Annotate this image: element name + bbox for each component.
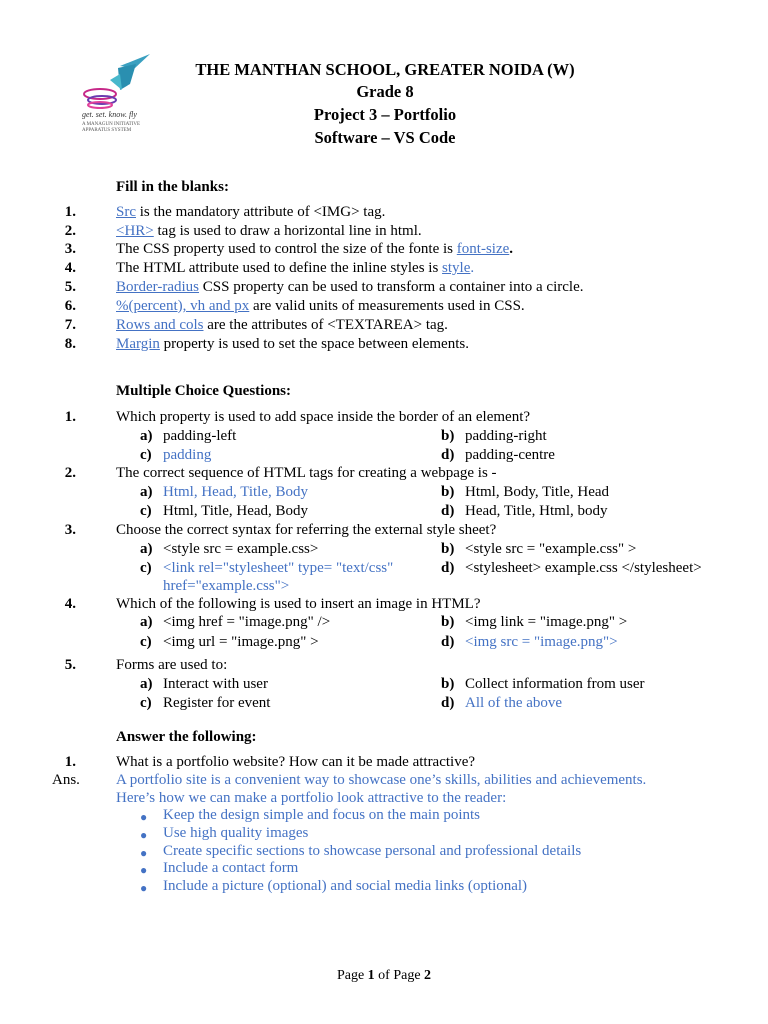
option-letter: b) — [441, 676, 455, 692]
option-letter: d) — [441, 447, 455, 463]
mcq1-option-b: padding-right — [465, 428, 547, 444]
option-letter: c) — [140, 634, 152, 650]
option-letter: c) — [140, 695, 152, 711]
mcq-title: Multiple Choice Questions: — [116, 383, 291, 399]
project-title: Project 3 – Portfolio — [313, 105, 457, 124]
fb-num-8: 8. — [64, 336, 76, 352]
mcq-question-2: The correct sequence of HTML tags for creating a webpage is - — [116, 465, 497, 481]
answer-bullet-1: Keep the design simple and focus on the main points — [163, 807, 481, 823]
mcq-num-1: 1. — [64, 409, 76, 425]
mcq5-option-d: All of the above — [465, 695, 563, 711]
option-letter: b) — [441, 484, 455, 500]
mcq-num-2: 2. — [64, 465, 76, 481]
fb-post-4: . — [470, 260, 475, 276]
mcq1-option-c: padding — [163, 447, 212, 463]
mcq4-option-a: <img href = "image.png" /> — [163, 614, 331, 630]
fb-answer-1: Src — [116, 204, 136, 220]
mcq1-option-d: padding-centre — [465, 447, 555, 463]
option-letter: d) — [441, 560, 455, 576]
footer-page-label: Page — [336, 968, 368, 983]
fb-item-6 — [116, 298, 525, 315]
mcq-num-5: 5. — [64, 657, 76, 673]
fb-num-5: 5. — [64, 279, 76, 295]
option-letter: c) — [140, 560, 152, 576]
mcq4-option-b: <img link = "image.png" > — [465, 614, 628, 630]
fb-item-5 — [116, 279, 583, 296]
option-letter: c) — [140, 503, 152, 519]
fb-item-1 — [116, 204, 385, 221]
fb-item-2 — [116, 223, 422, 240]
option-letter: a) — [140, 541, 153, 557]
mcq5-option-a: Interact with user — [163, 676, 268, 692]
mcq2-option-d: Head, Title, Html, body — [465, 503, 608, 519]
page-footer — [0, 968, 768, 984]
bullet-icon: ● — [140, 881, 148, 895]
answer-bullet-3: Create specific sections to showcase personal and professional details — [163, 843, 582, 859]
option-letter: c) — [140, 447, 152, 463]
fb-post-3: . — [509, 241, 514, 257]
option-letter: d) — [441, 695, 455, 711]
fb-num-1: 1. — [64, 204, 76, 220]
fill-blanks-title: Fill in the blanks: — [116, 179, 229, 195]
mcq5-option-c: Register for event — [163, 695, 271, 711]
footer-of-label: of Page — [374, 968, 425, 983]
fb-text-5: CSS property can be used to transform a container into a circle. — [199, 279, 584, 295]
option-letter: b) — [441, 541, 455, 557]
ans-label: Ans. — [52, 772, 80, 788]
fb-text-2: tag is used to draw a horizontal line in html. — [153, 223, 422, 239]
footer-page-total: 2 — [424, 968, 432, 983]
logo-caption: get. set. know. fly — [82, 110, 137, 119]
mcq-question-4: Which of the following is used to insert an image in HTML? — [116, 596, 481, 612]
logo-sub2: APPARATUS SYSTEM — [82, 128, 132, 133]
option-letter: b) — [441, 614, 455, 630]
fb-item-7 — [116, 317, 448, 334]
mcq5-option-b: Collect information from user — [465, 676, 645, 692]
mcq4-option-c: <img url = "image.png" > — [163, 634, 319, 650]
fb-answer-4: style — [442, 260, 471, 276]
mcq2-option-b: Html, Body, Title, Head — [465, 484, 610, 500]
answer-section-title: Answer the following: — [116, 729, 257, 745]
fb-answer-2: <HR> — [116, 223, 154, 239]
mcq-question-3: Choose the correct syntax for referring the external style sheet? — [116, 522, 497, 538]
answer-bullet-5: Include a picture (optional) and social media links (optional) — [163, 878, 528, 894]
mcq-num-3: 3. — [64, 522, 76, 538]
bullet-icon: ● — [140, 828, 148, 842]
fb-text-8: property is used to set the space between elements. — [159, 336, 469, 352]
fb-item-8 — [116, 336, 469, 353]
school-name: THE MANTHAN SCHOOL, GREATER NOIDA (W) — [195, 60, 575, 79]
option-letter: d) — [441, 634, 455, 650]
answer-bullet-2: Use high quality images — [163, 825, 309, 841]
fb-num-6: 6. — [64, 298, 76, 314]
grade-title: Grade 8 — [356, 82, 414, 101]
mcq3-option-a: <style src = example.css> — [163, 541, 319, 557]
mcq3-option-d: <stylesheet> example.css </stylesheet> — [465, 560, 702, 576]
fb-answer-3: font-size — [456, 241, 510, 257]
option-letter: a) — [140, 614, 153, 630]
option-letter: a) — [140, 428, 153, 444]
mcq-num-4: 4. — [64, 596, 76, 612]
mcq3-option-c-line1: <link rel="stylesheet" type= "text/css" — [163, 560, 394, 576]
fb-text-3: The CSS property used to control the size of the fonte is — [116, 241, 457, 257]
fb-item-4 — [116, 260, 474, 277]
answer-bullet-4: Include a contact form — [163, 860, 299, 876]
option-letter: b) — [441, 428, 455, 444]
software-title: Software – VS Code — [314, 128, 456, 147]
mcq2-option-a: Html, Head, Title, Body — [163, 484, 309, 500]
mcq1-option-a: padding-left — [163, 428, 237, 444]
fb-answer-7: Rows and cols — [116, 317, 204, 333]
mcq-question-1: Which property is used to add space inside the border of an element? — [116, 409, 531, 425]
fb-text-1: is the mandatory attribute of <IMG> tag. — [136, 204, 386, 220]
bullet-icon: ● — [140, 846, 148, 860]
fb-answer-6: %(percent), vh and px — [116, 298, 250, 314]
answer-line-1: A portfolio site is a convenient way to showcase one’s skills, abilities and achievements. — [116, 772, 647, 788]
fb-text-4: The HTML attribute used to define the inline styles is — [116, 260, 443, 276]
mcq-question-5: Forms are used to: — [116, 657, 228, 673]
fb-answer-5: Border-radius — [116, 279, 200, 295]
fb-num-3: 3. — [64, 241, 76, 257]
answer-num-1: 1. — [64, 754, 76, 770]
fb-num-4: 4. — [64, 260, 76, 276]
fb-text-7: are the attributes of <TEXTAREA> tag. — [203, 317, 448, 333]
bullet-icon: ● — [140, 863, 148, 877]
option-letter: a) — [140, 676, 153, 692]
answer-question-1: What is a portfolio website? How can it be made attractive? — [116, 754, 476, 770]
fb-answer-8: Margin — [116, 336, 160, 352]
mcq3-option-c-line2: href="example.css"> — [163, 578, 290, 594]
mcq4-option-d: <img src = "image.png"> — [465, 634, 618, 650]
fb-num-7: 7. — [64, 317, 76, 333]
mcq3-option-b: <style src = "example.css" > — [465, 541, 637, 557]
answer-line-2: Here’s how we can make a portfolio look attractive to the reader: — [116, 790, 507, 806]
fb-item-3 — [116, 241, 513, 258]
option-letter: d) — [441, 503, 455, 519]
footer-page-number: 1 — [367, 968, 375, 983]
logo-sub1: A MANAGUN INITIATIVE — [82, 122, 141, 127]
mcq2-option-c: Html, Title, Head, Body — [163, 503, 309, 519]
fb-num-2: 2. — [64, 223, 76, 239]
option-letter: a) — [140, 484, 153, 500]
fb-text-6: are valid units of measurements used in CSS. — [249, 298, 525, 314]
bullet-icon: ● — [140, 810, 148, 824]
